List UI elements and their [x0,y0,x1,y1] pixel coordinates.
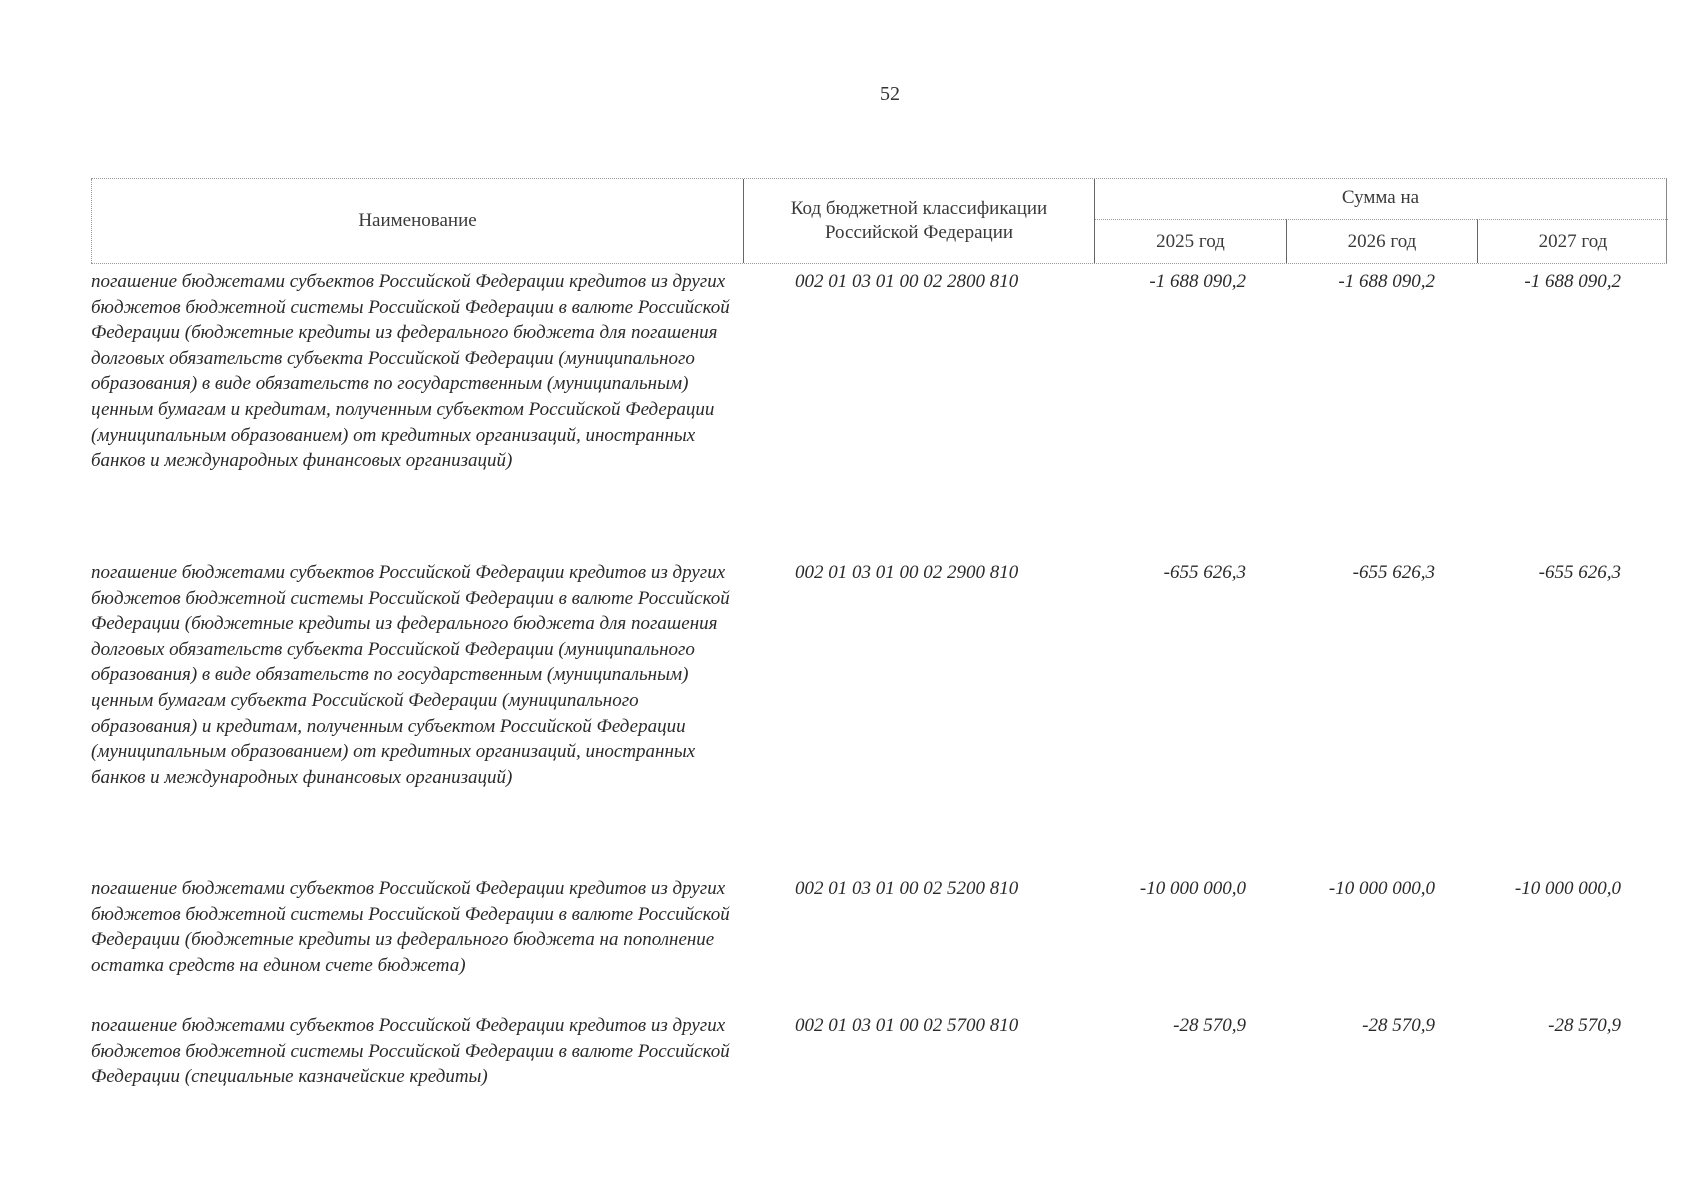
row-name: погашение бюджетами субъектов Российской Федерации кредитов из других бюджетов бюджетной системы Российской Федерации в валюте Российской Федерации (бюджетные кредиты из федерального бюджета на пополнение остатка средств на едином счете бюджета) [91,878,730,976]
row-code: 002 01 03 01 00 02 2800 810 [795,271,1019,292]
column-header-name: Наименование [91,179,743,263]
table-header [91,178,1667,264]
row-value-2027: -1 688 090,2 [1524,271,1621,292]
row-value-2027: -28 570,9 [1548,1015,1621,1036]
page-number: 52 [880,83,900,105]
column-header-year-2026: 2026 год [1286,219,1477,263]
row-value-2027: -655 626,3 [1538,562,1621,583]
row-value-2025: -28 570,9 [1173,1015,1246,1036]
row-code: 002 01 03 01 00 02 5700 810 [795,1015,1019,1036]
row-name: погашение бюджетами субъектов Российской Федерации кредитов из других бюджетов бюджетной системы Российской Федерации в валюте Российской Федерации (бюджетные кредиты из федерального бюджета для погашения долговых обязательств субъекта Российской Федерации (муниципального образования) в виде обязательств по государственным (муниципальным) ценным бумагам субъекта Российской Федерации (муниципального образования) и кредитам, полученным субъектом Российской Федерации (муниципальным образованием) от кредитных организаций, иностранных банков и международных финансовых организаций) [91,562,730,788]
row-name: погашение бюджетами субъектов Российской Федерации кредитов из других бюджетов бюджетной системы Российской Федерации в валюте Российской Федерации (бюджетные кредиты из федерального бюджета для погашения долговых обязательств субъекта Российской Федерации (муниципального образования) в виде обязательств по государственным (муниципальным) ценным бумагам и кредитам, полученным субъектом Российской Федерации (муниципальным образованием) от кредитных организаций, иностранных банков и международных финансовых организаций) [91,271,730,472]
row-value-2025: -10 000 000,0 [1139,878,1246,899]
column-header-year-2027: 2027 год [1477,219,1668,263]
row-name: погашение бюджетами субъектов Российской Федерации кредитов из других бюджетов бюджетной системы Российской Федерации в валюте Российской Федерации (специальные казначейские кредиты) [91,1015,730,1088]
column-header-code: Код бюджетной классификации Российской Федерации [743,179,1094,263]
row-value-2026: -1 688 090,2 [1338,271,1435,292]
row-value-2026: -655 626,3 [1352,562,1435,583]
column-header-sum [1094,179,1667,263]
row-value-2026: -10 000 000,0 [1328,878,1435,899]
column-header-year-2025: 2025 год [1095,219,1286,263]
row-value-2025: -1 688 090,2 [1149,271,1246,292]
sum-title: Сумма на [1341,187,1420,208]
row-value-2026: -28 570,9 [1362,1015,1435,1036]
row-value-2025: -655 626,3 [1163,562,1246,583]
row-value-2027: -10 000 000,0 [1514,878,1621,899]
row-code: 002 01 03 01 00 02 5200 810 [795,878,1019,899]
row-code: 002 01 03 01 00 02 2900 810 [795,562,1019,583]
